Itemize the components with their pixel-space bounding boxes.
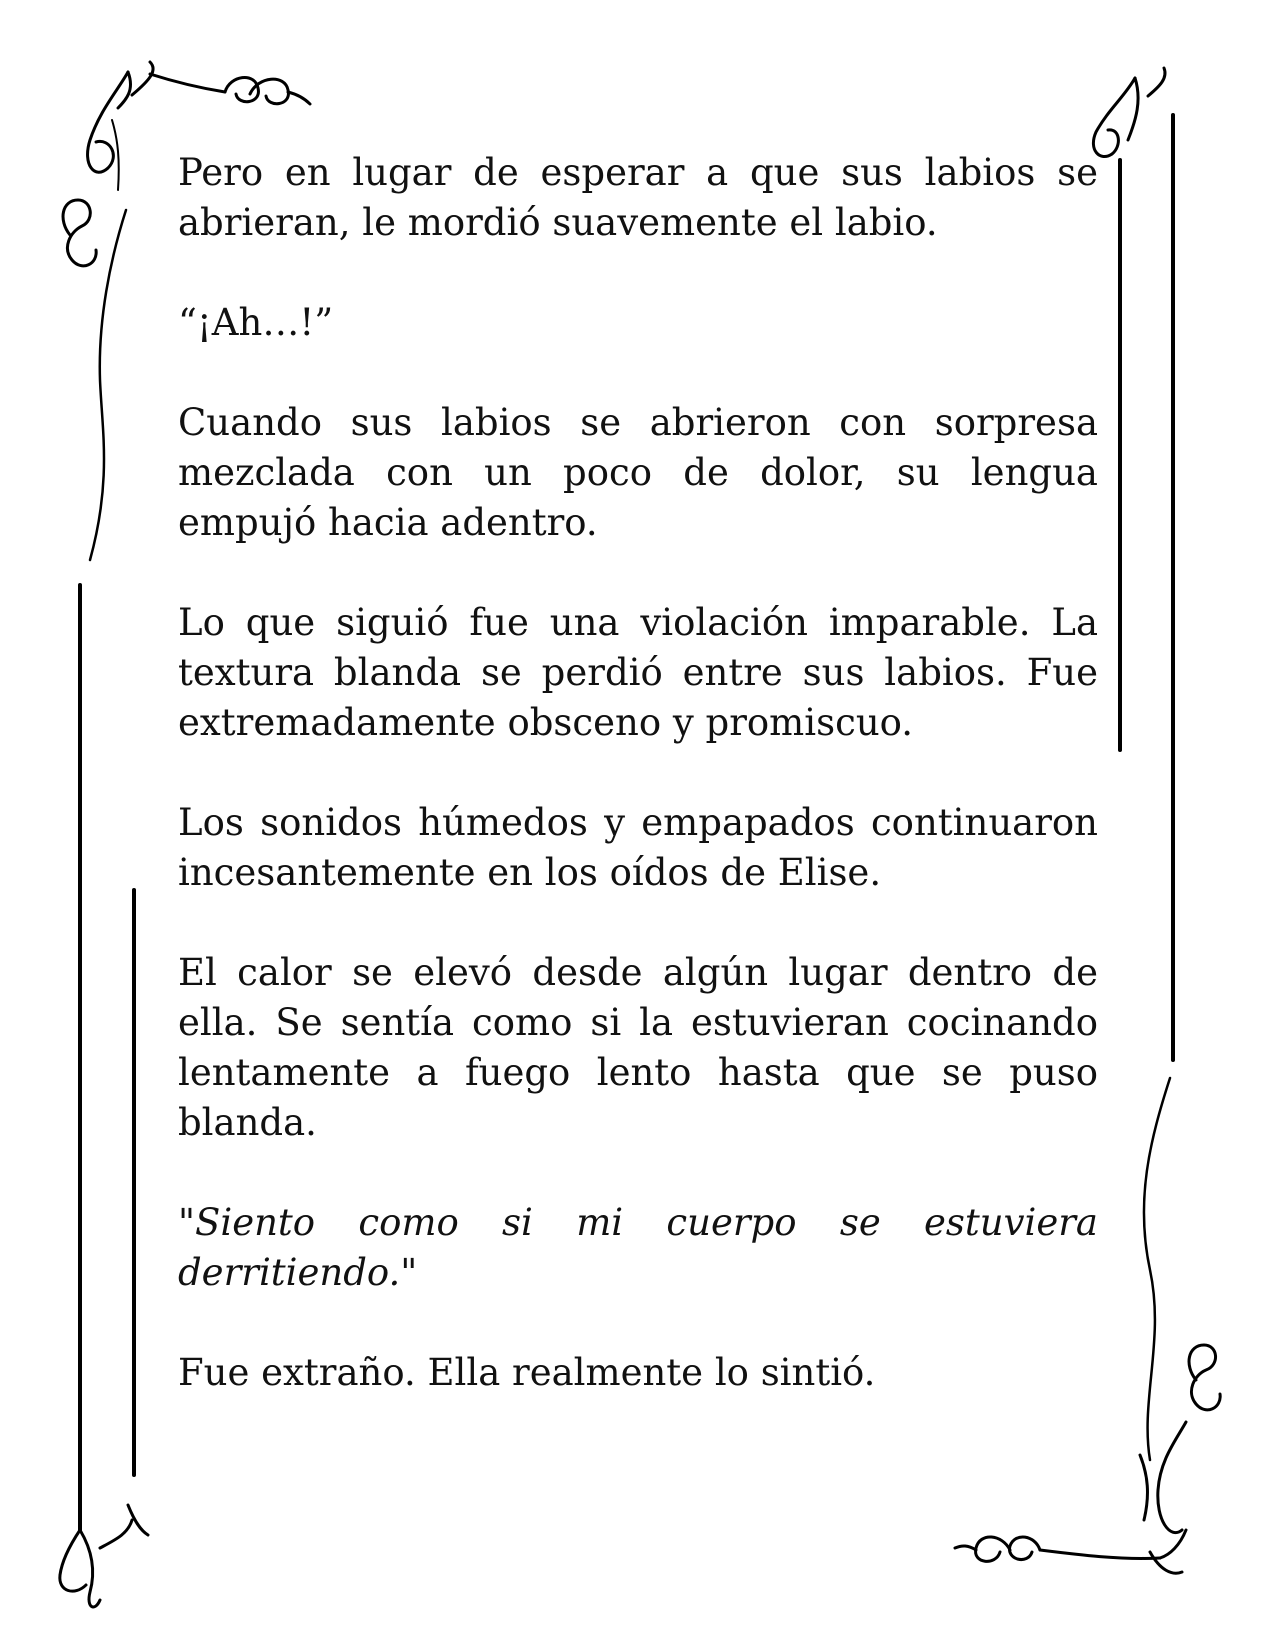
top-right-flourish — [1093, 68, 1165, 157]
paragraph-4: Lo que siguió fue una violación imparable. La textura blanda se perdió entre sus labios. Fue extremadamente obsceno y promiscuo. — [178, 601, 1098, 744]
paragraph-6: El calor se elevó desde algún lugar dentro de ella. Se sentía como si la estuvieran cocinando lentamente a fuego lento hasta que se puso blanda. — [178, 951, 1098, 1144]
paragraph-3: Cuando sus labios se abrieron con sorpresa mezclada con un poco de dolor, su lengua empujó hacia adentro. — [178, 401, 1098, 544]
paragraph-7-thought: "Siento como si mi cuerpo se estuviera derritiendo." — [178, 1201, 1098, 1294]
paragraph-5: Los sonidos húmedos y empapados continuaron incesantemente en los oídos de Elise. — [178, 801, 1098, 894]
bottom-left-flourish — [60, 1505, 148, 1607]
paragraph-2: “¡Ah…!” — [178, 301, 334, 344]
paragraph-8: Fue extraño. Ella realmente lo sintió. — [178, 1351, 876, 1394]
story-text — [178, 148, 1098, 1448]
paragraph-1: Pero en lugar de esperar a que sus labios se abrieran, le mordió suavemente el labio. — [178, 151, 1098, 244]
